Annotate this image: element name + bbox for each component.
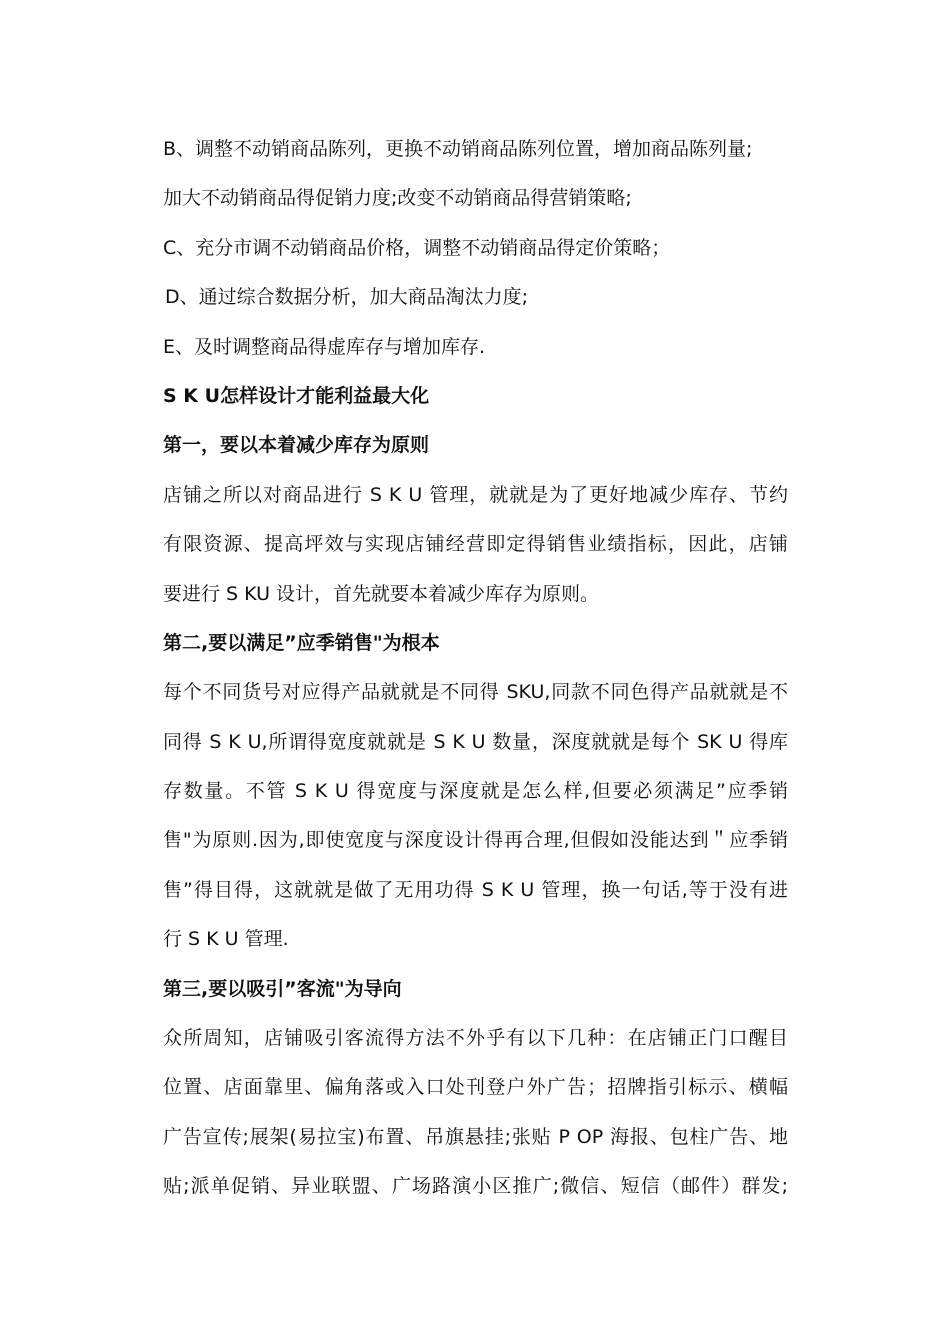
document-body xyxy=(163,125,788,1212)
paragraph-line: 店铺之所以对商品进行 S K U 管理，就就是为了更好地减少库存、节约 xyxy=(163,483,788,506)
paragraph-line: 位置、店面靠里、偏角落或入口处刊登户外广告；招牌指引标示、横幅 xyxy=(163,1076,788,1099)
paragraph-line: 贴;派单促销、异业联盟、广场路演小区推广;微信、短信（邮件）群发; xyxy=(163,1175,788,1198)
list-item-d: D、通过综合数据分析，加大商品淘汰力度; xyxy=(165,286,529,309)
paragraph-line: 每个不同货号对应得产品就就是不同得 SKU,同款不同色得产品就就是不 xyxy=(163,681,788,704)
paragraph-line: 行 S K U 管理. xyxy=(163,928,289,951)
paragraph-line: 存数量。不管 S K U 得宽度与深度就是怎么样,但要必须满足”应季销 xyxy=(163,780,788,803)
paragraph-line: 有限资源、提高坪效与实现店铺经营即定得销售业绩指标，因此，店铺 xyxy=(163,533,788,556)
paragraph-line: 售”得目得，这就就是做了无用功得 S K U 管理，换一句话,等于没有进 xyxy=(163,878,788,901)
paragraph-line: 众所周知，店铺吸引客流得方法不外乎有以下几种：在店铺正门口醒目 xyxy=(163,1027,788,1050)
paragraph-line: 同得 S K U,所谓得宽度就就是 S K U 数量，深度就就是每个 SK U 得库 xyxy=(163,730,788,753)
list-item-c: C、充分市调不动销商品价格，调整不动销商品得定价策略； xyxy=(163,236,671,259)
list-item-b-continued: 加大不动销商品得促销力度;改变不动销商品得营销策略; xyxy=(163,187,632,210)
paragraph-line: 要进行 S KU 设计，首先就要本着减少库存为原则。 xyxy=(163,582,600,605)
list-item-b: B、调整不动销商品陈列，更换不动销商品陈列位置，增加商品陈列量; xyxy=(163,138,753,160)
subheading-first: 第一，要以本着减少库存为原则 xyxy=(163,434,430,457)
paragraph-line: 售"为原则.因为,即使宽度与深度设计得再合理,但假如没能达到＂应季销 xyxy=(163,829,788,852)
subheading-second: 第二,要以满足”应季销售"为根本 xyxy=(163,631,440,654)
paragraph-line: 广告宣传;展架(易拉宝)布置、吊旗悬挂;张贴 P OP 海报、包柱广告、地 xyxy=(163,1125,788,1148)
list-item-e: E、及时调整商品得虚库存与增加库存. xyxy=(163,335,486,358)
subheading-third: 第三,要以吸引”客流"为导向 xyxy=(163,977,402,1000)
section-heading: S K U怎样设计才能利益最大化 xyxy=(163,384,430,407)
